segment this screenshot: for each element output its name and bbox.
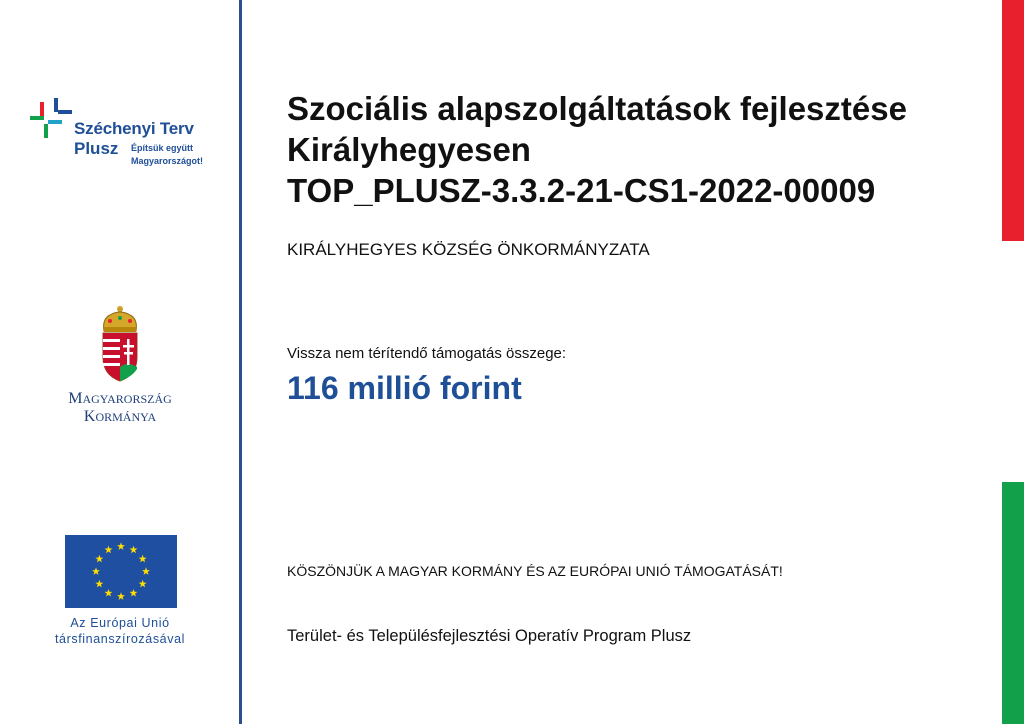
government-name-line1: MAGYARORSZÁG [68, 390, 172, 407]
government-name-line2: KORMÁNYA [83, 408, 157, 425]
title-line2: Királyhegyesen [287, 131, 531, 168]
government-logo [40, 305, 200, 425]
beneficiary-name: KIRÁLYHEGYES KÖZSÉG ÖNKORMÁNYZATA [287, 240, 650, 259]
grant-amount: 116 millió forint [287, 370, 522, 406]
eu-star [105, 589, 113, 597]
grant-label: Vissza nem térítendő támogatás összege: [287, 345, 567, 362]
flag-red-stripe [1002, 0, 1024, 241]
eu-star [95, 555, 103, 563]
eu-star [130, 546, 138, 554]
szechenyi-tagline-line1: Építsük együtt [131, 143, 194, 153]
flag-green-stripe [1002, 482, 1024, 724]
eu-star [95, 580, 103, 588]
project-title [287, 88, 907, 211]
szechenyi-tagline-line2: Magyarországot! [131, 156, 204, 166]
szechenyi-cross-icon [28, 96, 74, 142]
eu-star [139, 555, 147, 563]
eu-star [117, 592, 125, 600]
title-line1: Szociális alapszolgáltatások fejlesztése [287, 90, 907, 127]
thanks-text: KÖSZÖNJÜK A MAGYAR KORMÁNY ÉS AZ EURÓPAI UNIÓ TÁMOGATÁSÁT! [287, 563, 783, 579]
eu-star [117, 542, 125, 550]
eu-text-line1: Az Európai Unió [70, 616, 170, 630]
eu-text-line2: társfinanszírozásával [54, 632, 185, 646]
eu-star [142, 567, 150, 575]
eu-star [92, 567, 100, 575]
szechenyi-logo [28, 96, 228, 176]
eu-star [139, 580, 147, 588]
program-name: Terület- és Településfejlesztési Operatív Program Plusz [287, 627, 692, 645]
hungarian-coat-of-arms-icon [98, 305, 142, 383]
szechenyi-name-line2: Plusz [74, 139, 119, 158]
project-code: TOP_PLUSZ-3.3.2-21-CS1-2022-00009 [287, 172, 876, 209]
eu-star [130, 589, 138, 597]
szechenyi-name-line1: Széchenyi Terv [74, 119, 194, 138]
vertical-divider [239, 0, 242, 724]
eu-flag-icon [65, 535, 177, 608]
eu-star [105, 546, 113, 554]
